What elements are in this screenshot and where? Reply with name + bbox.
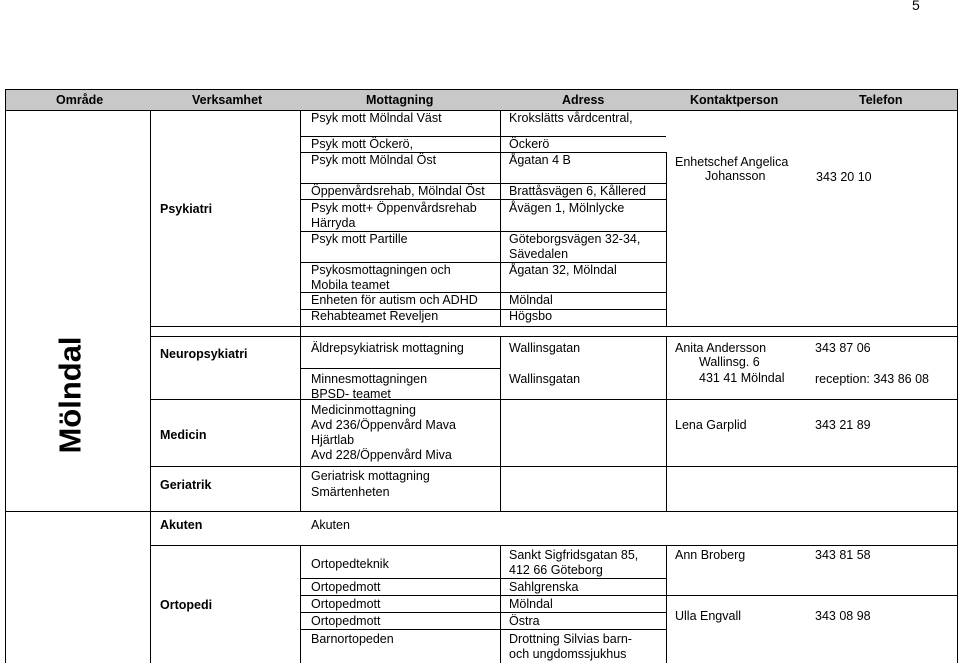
- clinic-name: Psykosmottagningen och: [311, 263, 451, 277]
- clinic-name: Akuten: [311, 518, 350, 532]
- col-divider: [500, 336, 501, 511]
- rule: [150, 466, 958, 467]
- clinic-name: Geriatrisk mottagning: [311, 469, 430, 483]
- clinic-name: Enheten för autism och ADHD: [311, 293, 478, 307]
- contact-address: Wallinsg. 6: [699, 355, 760, 369]
- rule: [5, 511, 958, 512]
- phone-number: reception: 343 86 08: [815, 372, 929, 386]
- header-phone: Telefon: [859, 93, 903, 107]
- col-divider: [300, 110, 301, 511]
- table-border-right: [957, 89, 958, 663]
- clinic-name: BPSD- teamet: [311, 387, 391, 401]
- address: Mölndal: [509, 597, 553, 611]
- header-contact: Kontaktperson: [690, 93, 779, 107]
- col-divider: [666, 152, 667, 326]
- activity-psykiatri: Psykiatri: [160, 202, 213, 216]
- rule: [300, 199, 666, 200]
- activity-medicin: Medicin: [160, 428, 207, 442]
- activity-geriatrik: Geriatrik: [160, 478, 212, 492]
- clinic-name: Ortopedmott: [311, 580, 381, 594]
- address: 412 66 Göteborg: [509, 563, 603, 577]
- contact-person: Anita Andersson: [675, 341, 767, 355]
- address: Åvägen 1, Mölnlycke: [509, 201, 625, 215]
- rule: [300, 629, 666, 630]
- clinic-name: Rehabteamet Reveljen: [311, 309, 439, 323]
- clinic-name: Ortopedteknik: [311, 557, 389, 571]
- phone-number: 343 21 89: [815, 418, 871, 432]
- address: Öckerö: [509, 137, 550, 151]
- clinic-name: Ortopedmott: [311, 614, 381, 628]
- area-name: Mölndal: [52, 336, 88, 454]
- rule: [300, 578, 666, 579]
- address: Sankt Sigfridsgatan 85,: [509, 548, 639, 562]
- clinic-name: Mobila teamet: [311, 278, 390, 292]
- contact-person: Lena Garplid: [675, 418, 747, 432]
- header-area: Område: [56, 93, 104, 107]
- address: Wallinsgatan: [509, 341, 581, 355]
- clinic-name: Barnortopeden: [311, 632, 394, 646]
- address: Brattåsvägen 6, Kållered: [509, 184, 646, 198]
- address: Wallinsgatan: [509, 372, 581, 386]
- rule: [300, 612, 666, 613]
- phone-number: 343 20 10: [816, 170, 872, 184]
- header-clinic: Mottagning: [366, 93, 434, 107]
- col-divider: [150, 110, 151, 663]
- clinic-name: Psyk mott Mölndal Öst: [311, 153, 437, 167]
- col-divider: [300, 545, 301, 663]
- address: Sahlgrenska: [509, 580, 579, 594]
- rule: [300, 368, 500, 369]
- address: Högsbo: [509, 309, 553, 323]
- clinic-name: Minnesmottagningen: [311, 372, 428, 386]
- rule: [150, 399, 958, 400]
- address: Sävedalen: [509, 247, 569, 261]
- phone-number: 343 87 06: [815, 341, 871, 355]
- clinic-name: Öppenvårdsrehab, Mölndal Öst: [311, 184, 485, 198]
- clinic-name: Psyk mott Öckerö,: [311, 137, 414, 151]
- activity-neuropsykiatri: Neuropsykiatri: [160, 347, 248, 361]
- clinic-name: Smärtenheten: [311, 485, 390, 499]
- col-divider: [500, 545, 501, 663]
- address: Mölndal: [509, 293, 553, 307]
- rule: [300, 595, 666, 596]
- header-address: Adress: [562, 93, 605, 107]
- address: Krokslätts vårdcentral,: [509, 111, 633, 125]
- clinic-name: Psyk mott Mölndal Väst: [311, 111, 442, 125]
- activity-ortopedi: Ortopedi: [160, 598, 213, 612]
- phone-number: 343 81 58: [815, 548, 871, 562]
- table-header-row: [5, 89, 958, 110]
- clinic-name: Medicinmottagning: [311, 403, 416, 417]
- contact-person: Ann Broberg: [675, 548, 746, 562]
- page-number: 5: [912, 0, 920, 13]
- col-divider: [500, 110, 501, 326]
- rule: [150, 545, 958, 546]
- rule: [150, 336, 958, 337]
- clinic-name: Avd 228/Öppenvård Miva: [311, 448, 452, 462]
- activity-akuten: Akuten: [160, 518, 203, 532]
- clinic-name: Äldrepsykiatrisk mottagning: [311, 341, 464, 355]
- address: Göteborgsvägen 32-34,: [509, 232, 641, 246]
- clinic-name: Avd 236/Öppenvård Mava: [311, 418, 457, 432]
- contact-person: Johansson: [705, 169, 766, 183]
- table-border-left: [5, 89, 6, 663]
- clinic-name: Härryda: [311, 216, 356, 230]
- header-activity: Verksamhet: [192, 93, 263, 107]
- clinic-name: Hjärtlab: [311, 433, 355, 447]
- address: Östra: [509, 614, 540, 628]
- rule: [5, 89, 958, 90]
- col-divider: [666, 336, 667, 511]
- rule: [150, 326, 958, 327]
- rule: [666, 595, 958, 596]
- address: Ågatan 4 B: [509, 153, 571, 167]
- contact-person: Enhetschef Angelica: [675, 155, 789, 169]
- contact-address: 431 41 Mölndal: [699, 371, 785, 385]
- contact-person: Ulla Engvall: [675, 609, 742, 623]
- col-divider: [666, 545, 667, 663]
- phone-number: 343 08 98: [815, 609, 871, 623]
- address: Ågatan 32, Mölndal: [509, 263, 617, 277]
- address: och ungdomssjukhus: [509, 647, 627, 661]
- clinic-name: Ortopedmott: [311, 597, 381, 611]
- clinic-name: Psyk mott+ Öppenvårdsrehab: [311, 201, 477, 215]
- address: Drottning Silvias barn-: [509, 632, 632, 646]
- clinic-name: Psyk mott Partille: [311, 232, 408, 246]
- rule: [5, 110, 958, 111]
